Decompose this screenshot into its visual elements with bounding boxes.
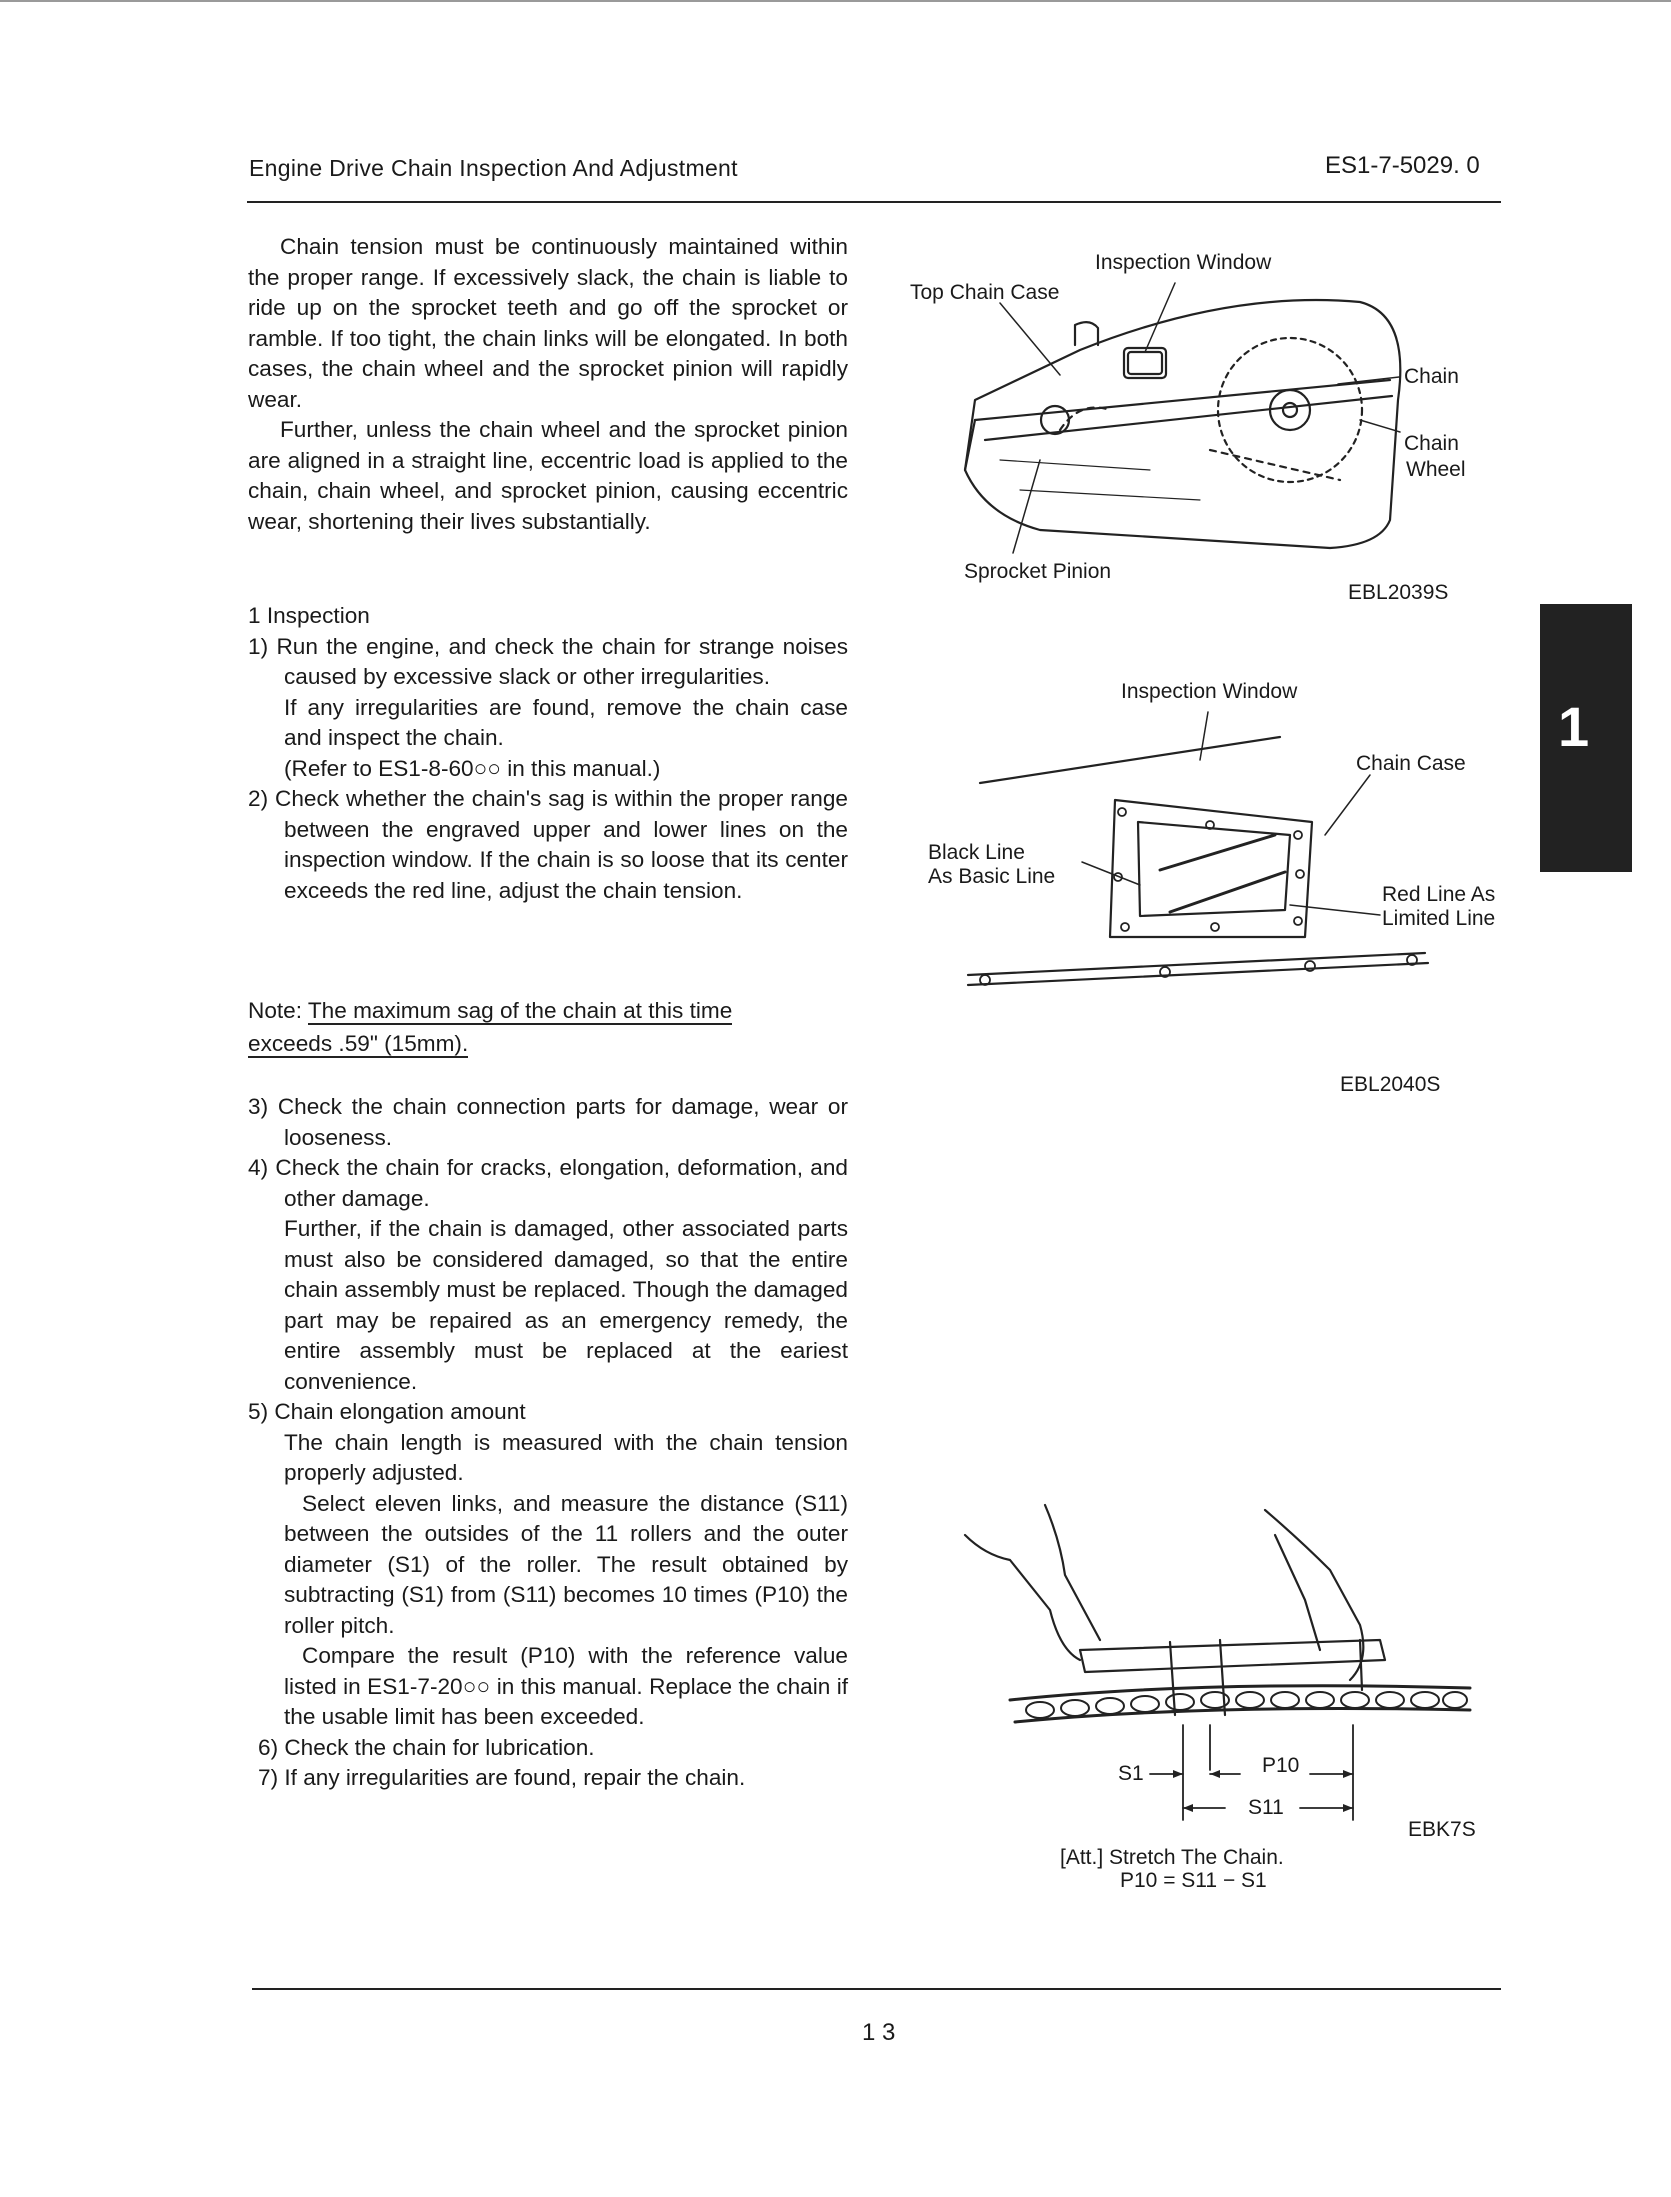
inspection-heading: 1 Inspection (248, 603, 370, 628)
note-line-1: The maximum sag of the chain at this time (307, 998, 733, 1023)
page-number: 1 3 (862, 2019, 896, 2046)
fig2-label-black-line-2: As Basic Line (928, 865, 1056, 888)
fig1-label-sprocket-pinion: Sprocket Pinion (964, 560, 1112, 583)
page-title: Engine Drive Chain Inspection And Adjustment (249, 155, 738, 181)
inspection-item-7: 7) If any irregularities are found, repair the chain. (258, 1765, 746, 1790)
chain-measurement-drawing (965, 1505, 1470, 1722)
inspection-item-2: 2) Check whether the chain's sag is within the proper range between the engraved upper and lower lines on the inspection window. If the chain is so loose that its center exceeds the red line, adjust the chain tension. (248, 786, 848, 903)
fig3-caption: [Att.] Stretch The Chain. (1060, 1846, 1284, 1869)
fig2-code: EBL2040S (1340, 1073, 1441, 1096)
fig3-code: EBK7S (1408, 1818, 1476, 1841)
inspection-item-5-paragraph-2: Select eleven links, and measure the distance (S11) between the outsides of the 11 rollers and the outer diameter (S1) of the roller. The result obtained by subtracting (S1) from (S11) becomes 10 times (P10) the roller pitch. (284, 1490, 848, 1638)
fig2-label-red-line-2: Limited Line (1382, 907, 1496, 930)
document-code: ES1-7-5029. 0 (1325, 152, 1480, 179)
fig3-label-s11: S11 (1248, 1796, 1284, 1819)
inspection-item-5: 5) Chain elongation amount (248, 1399, 526, 1424)
figure1-leader-lines (1000, 283, 1400, 553)
inspection-item-4-detail: Further, if the chain is damaged, other associated parts must also be considered damaged, so that the entire chain assembly must be replaced. Though the damaged part may be repaired as an emergency remedy, the entire assembly must be replaced at the eariest convenience. (284, 1216, 848, 1394)
inspection-item-1-detail: If any irregularities are found, remove the chain case and inspect the chain. (284, 694, 848, 750)
fig3-formula: P10 = S11 − S1 (1120, 1869, 1267, 1892)
fig3-label-p10: P10 (1262, 1754, 1300, 1777)
fig2-label-inspection-window: Inspection Window (1121, 680, 1298, 703)
inspection-item-5-paragraph-3: Compare the result (P10) with the reference value listed in ES1-7-20○○ in this manual. Replace the chain if the usable limit has been exceeded. (284, 1643, 848, 1729)
inspection-item-5-paragraph-1: The chain length is measured with the chain tension properly adjusted. (284, 1429, 848, 1485)
footer-rule (252, 1988, 1501, 1990)
inspection-item-6: 6) Check the chain for lubrication. (258, 1734, 595, 1760)
note-line-2: exceeds .59" (15mm). (248, 1031, 469, 1056)
note-prefix: Note: (248, 998, 308, 1023)
chain-case-drawing (965, 300, 1400, 548)
inspection-item-3: 3) Check the chain connection parts for damage, wear or looseness. (248, 1094, 848, 1150)
fig1-label-inspection-window: Inspection Window (1095, 251, 1272, 274)
fig1-label-chain: Chain (1404, 365, 1459, 388)
fig1-label-top-chain-case: Top Chain Case (910, 281, 1060, 304)
intro-paragraph-1: Chain tension must be continuously maintained within the proper range. If excessively slack, the chain is liable to ride up on the sprocket teeth and go off the sprocket or ramble. If too tight, the chain links will be elongated. In both cases, the chain wheel and the sprocket pinion will rapidly wear. (248, 234, 848, 412)
fig2-label-red-line-1: Red Line As (1382, 883, 1496, 906)
fig2-label-chain-case: Chain Case (1356, 752, 1466, 775)
section-tab-number: 1 (1558, 695, 1590, 758)
fig1-label-chain-wheel-line2: Wheel (1406, 458, 1466, 481)
fig2-label-black-line-1: Black Line (928, 841, 1025, 864)
inspection-item-1-reference: (Refer to ES1-8-60○○ in this manual.) (284, 755, 661, 781)
fig1-code: EBL2039S (1348, 581, 1449, 604)
fig3-label-s1: S1 (1118, 1762, 1144, 1785)
fig1-label-chain-wheel-line1: Chain (1404, 432, 1459, 455)
inspection-item-1: 1) Run the engine, and check the chain for strange noises caused by excessive slack or other irregularities. (248, 633, 848, 689)
intro-paragraph-2: Further, unless the chain wheel and the sprocket pinion are aligned in a straight line, eccentric load is applied to the chain, chain wheel, and sprocket pinion, causing eccentric wear, shortening their lives substantially. (248, 417, 848, 534)
inspection-item-4: 4) Check the chain for cracks, elongation, deformation, and other damage. (248, 1155, 848, 1211)
